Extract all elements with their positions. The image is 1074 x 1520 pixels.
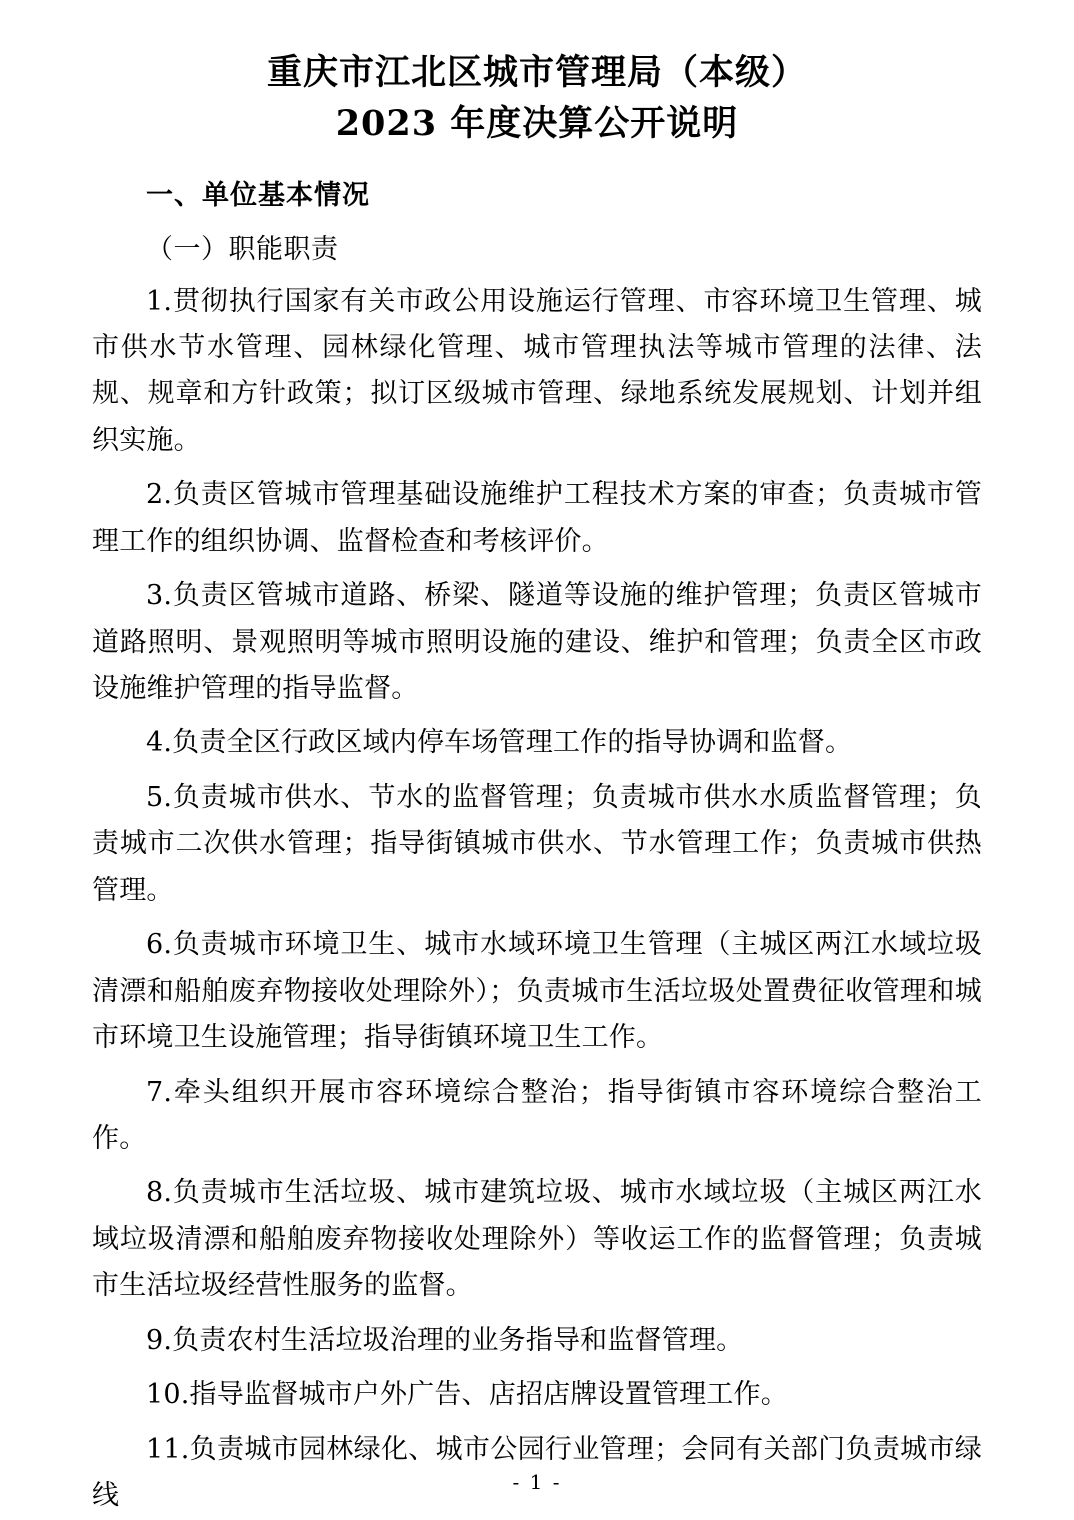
- paragraph-4: 4.负责全区行政区域内停车场管理工作的指导协调和监督。: [146, 727, 853, 759]
- paragraph-5: 5.负责城市供水、节水的监督管理；负责城市供水水质监督管理；负责城市二次供水管理；指导街镇城市供水、节水管理工作；负责城市供热管理。: [92, 781, 982, 906]
- title-line-2: 2023 年度决算公开说明: [335, 102, 739, 144]
- paragraph-8: 8.负责城市生活垃圾、城市建筑垃圾、城市水域垃圾（主城区两江水域垃圾清漂和船舶废弃物接收处理除外）等收运工作的监督管理；负责城市生活垃圾经营性服务的监督。: [92, 1177, 982, 1302]
- paragraph-10: 10.指导监督城市户外广告、店招店牌设置管理工作。: [146, 1379, 788, 1411]
- paragraph-6: 6.负责城市环境卫生、城市水域环境卫生管理（主城区两江水域垃圾清漂和船舶废弃物接收处理除外）；负责城市生活垃圾处置费征收管理和城市环境卫生设施管理；指导街镇环境卫生工作。: [92, 929, 982, 1054]
- paragraph-11: 11.负责城市园林绿化、城市公园行业管理；会同有关部门负责城市绿线: [92, 1433, 982, 1511]
- title-line-1: 重庆市江北区城市管理局（本级）: [266, 52, 807, 93]
- section-heading: 一、单位基本情况: [146, 179, 370, 211]
- sub-heading: （一）职能职责: [146, 234, 339, 265]
- page-title: [92, 38, 982, 150]
- paragraph-2: 2.负责区管城市管理基础设施维护工程技术方案的审查；负责城市管理工作的组织协调、监督检查和考核评价。: [92, 479, 982, 557]
- page-number: - 1 -: [512, 1470, 562, 1494]
- paragraph-3: 3.负责区管城市道路、桥梁、隧道等设施的维护管理；负责区管城市道路照明、景观照明等城市照明设施的建设、维护和管理；负责全区市政设施维护管理的指导监督。: [92, 580, 982, 704]
- paragraph-1: 1.贯彻执行国家有关市政公用设施运行管理、市容环境卫生管理、城市供水节水管理、园林绿化管理、城市管理执法等城市管理的法律、法规、规章和方针政策；拟订区级城市管理、绿地系统发展规划、计划并组织实施。: [92, 285, 982, 456]
- paragraph-9: 9.负责农村生活垃圾治理的业务指导和监督管理。: [146, 1324, 744, 1356]
- paragraph-7: 7.牵头组织开展市容环境综合整治；指导街镇市容环境综合整治工作。: [92, 1076, 982, 1154]
